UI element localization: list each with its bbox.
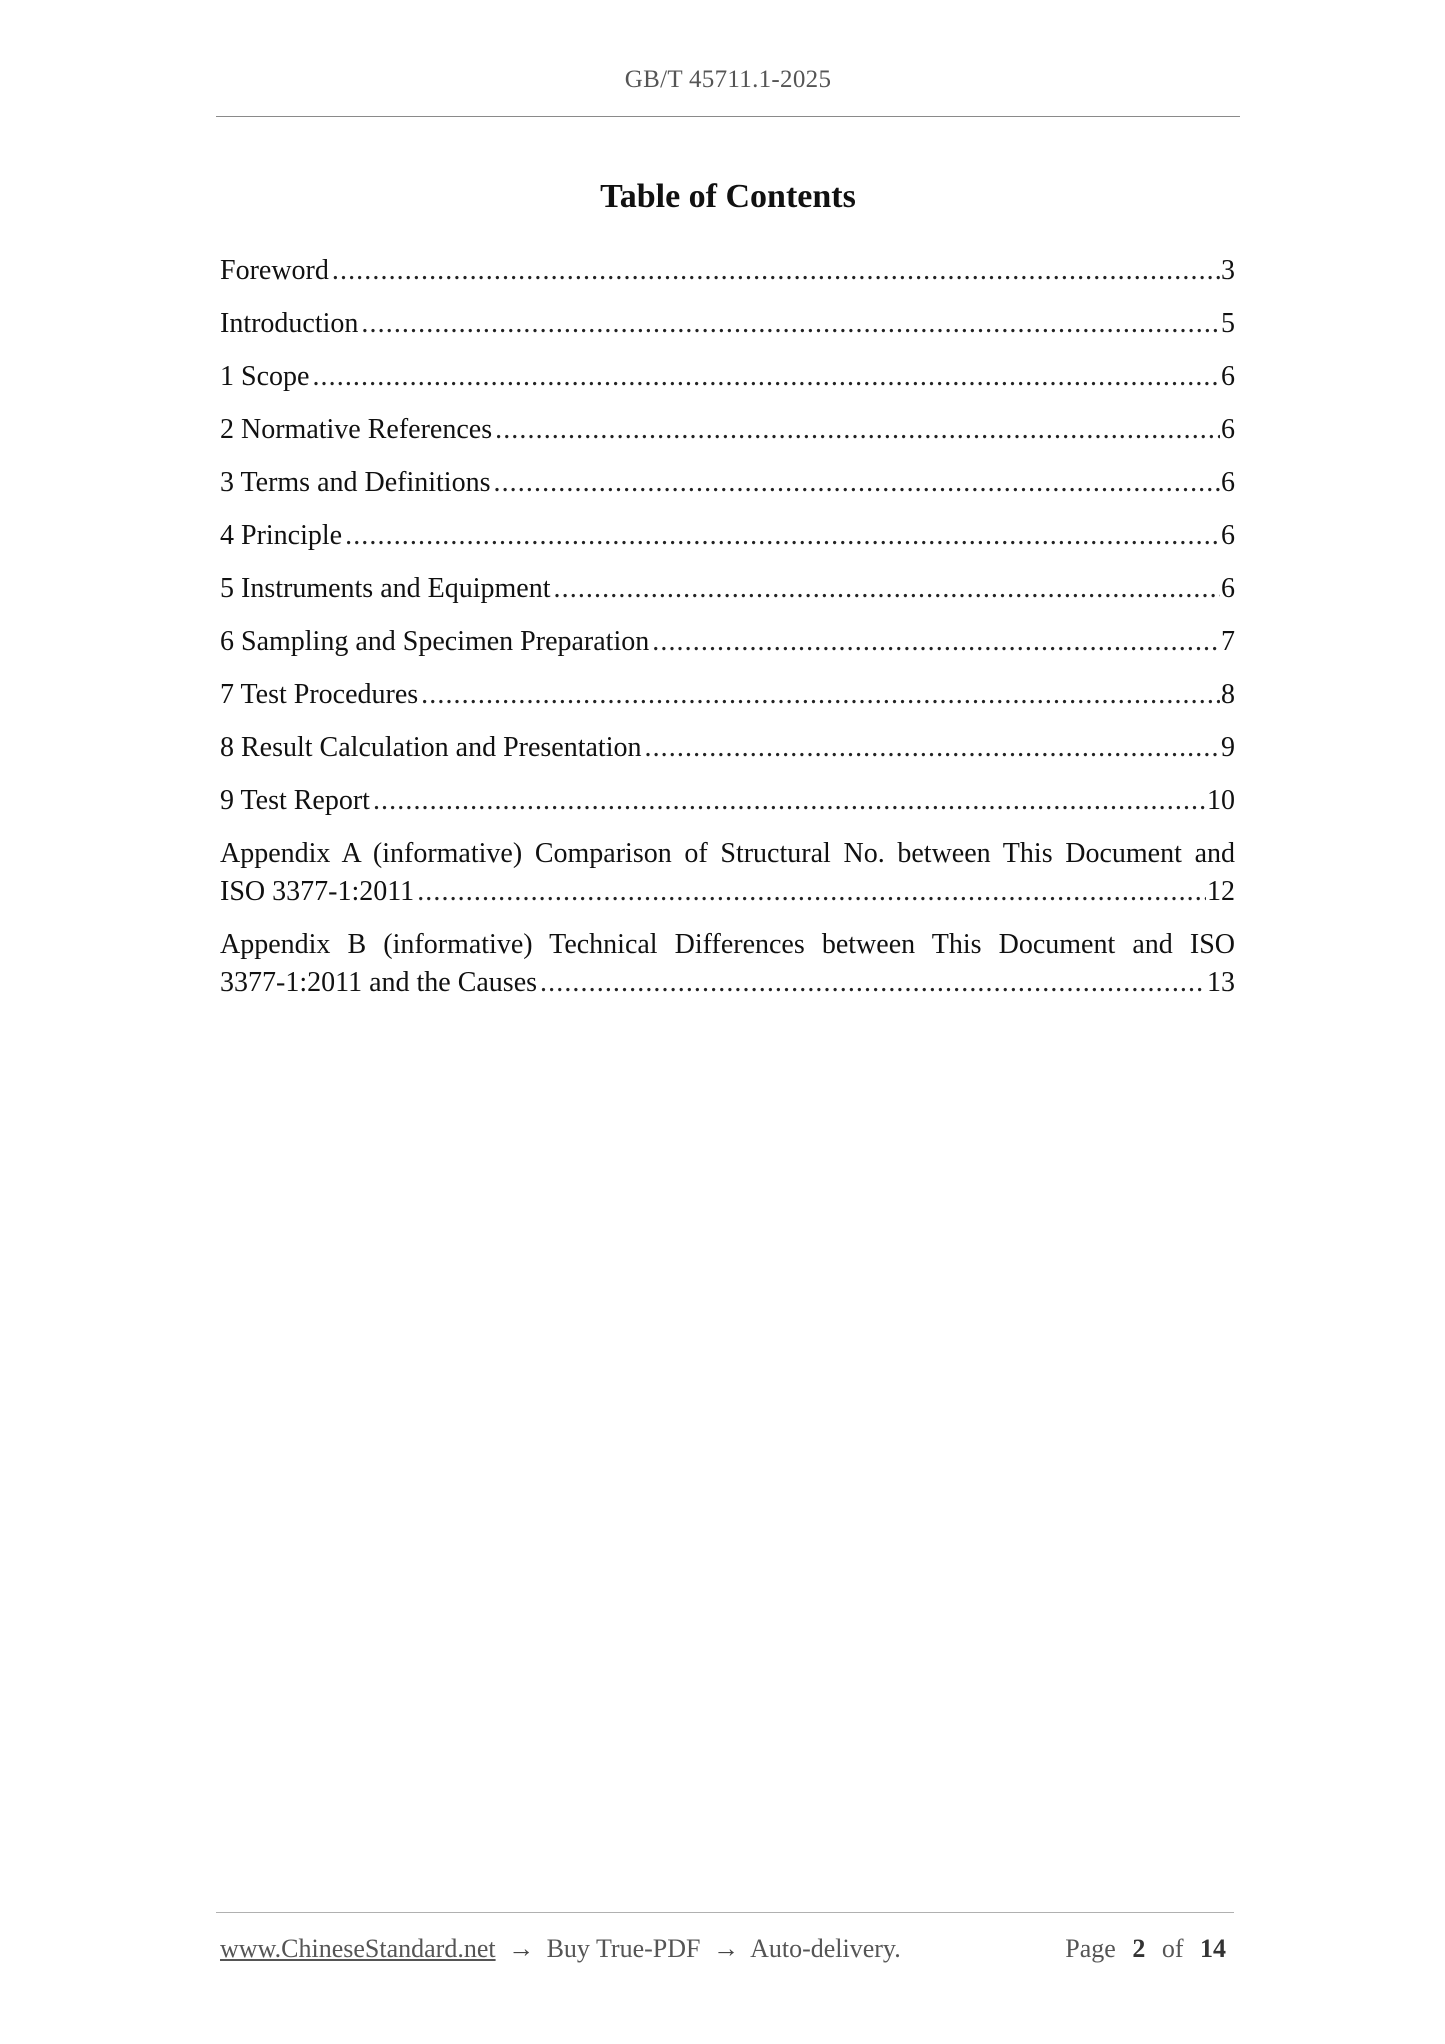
- toc-entry-principle[interactable]: [220, 517, 1235, 555]
- toc-entry-label: 1 Scope: [220, 361, 310, 392]
- dot-leader: [312, 358, 1220, 396]
- toc-entry-page: 6: [1221, 573, 1235, 604]
- dot-leader: [417, 873, 1206, 911]
- total-pages: 14: [1200, 1934, 1226, 1963]
- buy-pdf-text: Buy True-PDF: [546, 1934, 701, 1963]
- toc-entry-label: Introduction: [220, 308, 359, 339]
- dot-leader: [554, 570, 1220, 608]
- arrow-right-icon: →: [508, 1934, 535, 1963]
- toc-entry-label: 6 Sampling and Specimen Preparation: [220, 626, 650, 657]
- of-word: of: [1161, 1934, 1184, 1963]
- dot-leader: [495, 411, 1220, 449]
- toc-entry-label: Foreword: [220, 255, 329, 286]
- toc-title: Table of Contents: [600, 178, 856, 215]
- toc-entry-page: 6: [1221, 361, 1235, 392]
- toc-entry-terms-definitions[interactable]: [220, 464, 1235, 502]
- dot-leader: [421, 676, 1220, 714]
- toc-entry-label: 7 Test Procedures: [220, 679, 419, 710]
- footer-divider: [216, 1912, 1234, 1913]
- dot-leader: [652, 623, 1220, 661]
- toc-entry-sampling-specimen[interactable]: [220, 623, 1235, 661]
- toc-entry-page: 6: [1221, 414, 1235, 445]
- toc-entry-page: 8: [1221, 679, 1235, 710]
- auto-delivery-text: Auto-delivery.: [750, 1934, 901, 1963]
- toc-entry-label-line2: 3377-1:2011 and the Causes: [220, 967, 538, 998]
- dot-leader: [345, 517, 1220, 555]
- document-id-header: GB/T 45711.1-2025: [624, 66, 832, 93]
- toc-entry-label: 2 Normative References: [220, 414, 493, 445]
- toc-entry-label: 4 Principle: [220, 520, 343, 551]
- toc-entry-page: 3: [1221, 255, 1235, 286]
- footer-promo: [220, 1934, 901, 1964]
- toc-entry-page: 5: [1221, 308, 1235, 339]
- toc-entry-test-procedures[interactable]: [220, 676, 1235, 714]
- toc-entry-label: 3 Terms and Definitions: [220, 467, 491, 498]
- dot-leader: [644, 729, 1220, 767]
- dot-leader: [361, 305, 1220, 343]
- toc-entry-label-line2: ISO 3377-1:2011: [220, 876, 415, 907]
- table-of-contents: [220, 252, 1235, 1017]
- toc-entry-page: 10: [1207, 785, 1235, 816]
- toc-entry-normative-references[interactable]: [220, 411, 1235, 449]
- header-divider: [216, 116, 1240, 117]
- toc-entry-page: 13: [1207, 967, 1235, 998]
- toc-entry-page: 12: [1207, 876, 1235, 907]
- toc-entry-page: 7: [1221, 626, 1235, 657]
- toc-entry-page: 9: [1221, 732, 1235, 763]
- toc-entry-label-line1: Appendix A (informative) Comparison of Structural No. between This Document and: [220, 838, 1235, 869]
- page-word: Page: [1065, 1934, 1116, 1963]
- toc-entry-test-report[interactable]: [220, 782, 1235, 820]
- dot-leader: [332, 252, 1220, 290]
- toc-entry-introduction[interactable]: [220, 305, 1235, 343]
- website-link[interactable]: www.ChineseStandard.net: [220, 1934, 496, 1963]
- toc-entry-label-line1: Appendix B (informative) Technical Differences between This Document and ISO: [220, 929, 1235, 960]
- toc-entry-page: 6: [1221, 520, 1235, 551]
- toc-entry-scope[interactable]: [220, 358, 1235, 396]
- toc-entry-page: 6: [1221, 467, 1235, 498]
- toc-entry-label: 8 Result Calculation and Presentation: [220, 732, 642, 763]
- toc-entry-foreword[interactable]: [220, 252, 1235, 290]
- toc-entry-result-calculation[interactable]: [220, 729, 1235, 767]
- toc-entry-label: 9 Test Report: [220, 785, 370, 816]
- toc-entry-label: 5 Instruments and Equipment: [220, 573, 551, 604]
- toc-entry-appendix-b[interactable]: [220, 926, 1235, 1002]
- toc-entry-appendix-a[interactable]: [220, 835, 1235, 911]
- dot-leader: [373, 782, 1206, 820]
- toc-entry-instruments-equipment[interactable]: [220, 570, 1235, 608]
- current-page: 2: [1132, 1934, 1146, 1963]
- page-number: [1065, 1934, 1232, 1964]
- arrow-right-icon: →: [713, 1934, 739, 1963]
- dot-leader: [540, 964, 1206, 1002]
- page-footer: [220, 1934, 1232, 1964]
- dot-leader: [493, 464, 1220, 502]
